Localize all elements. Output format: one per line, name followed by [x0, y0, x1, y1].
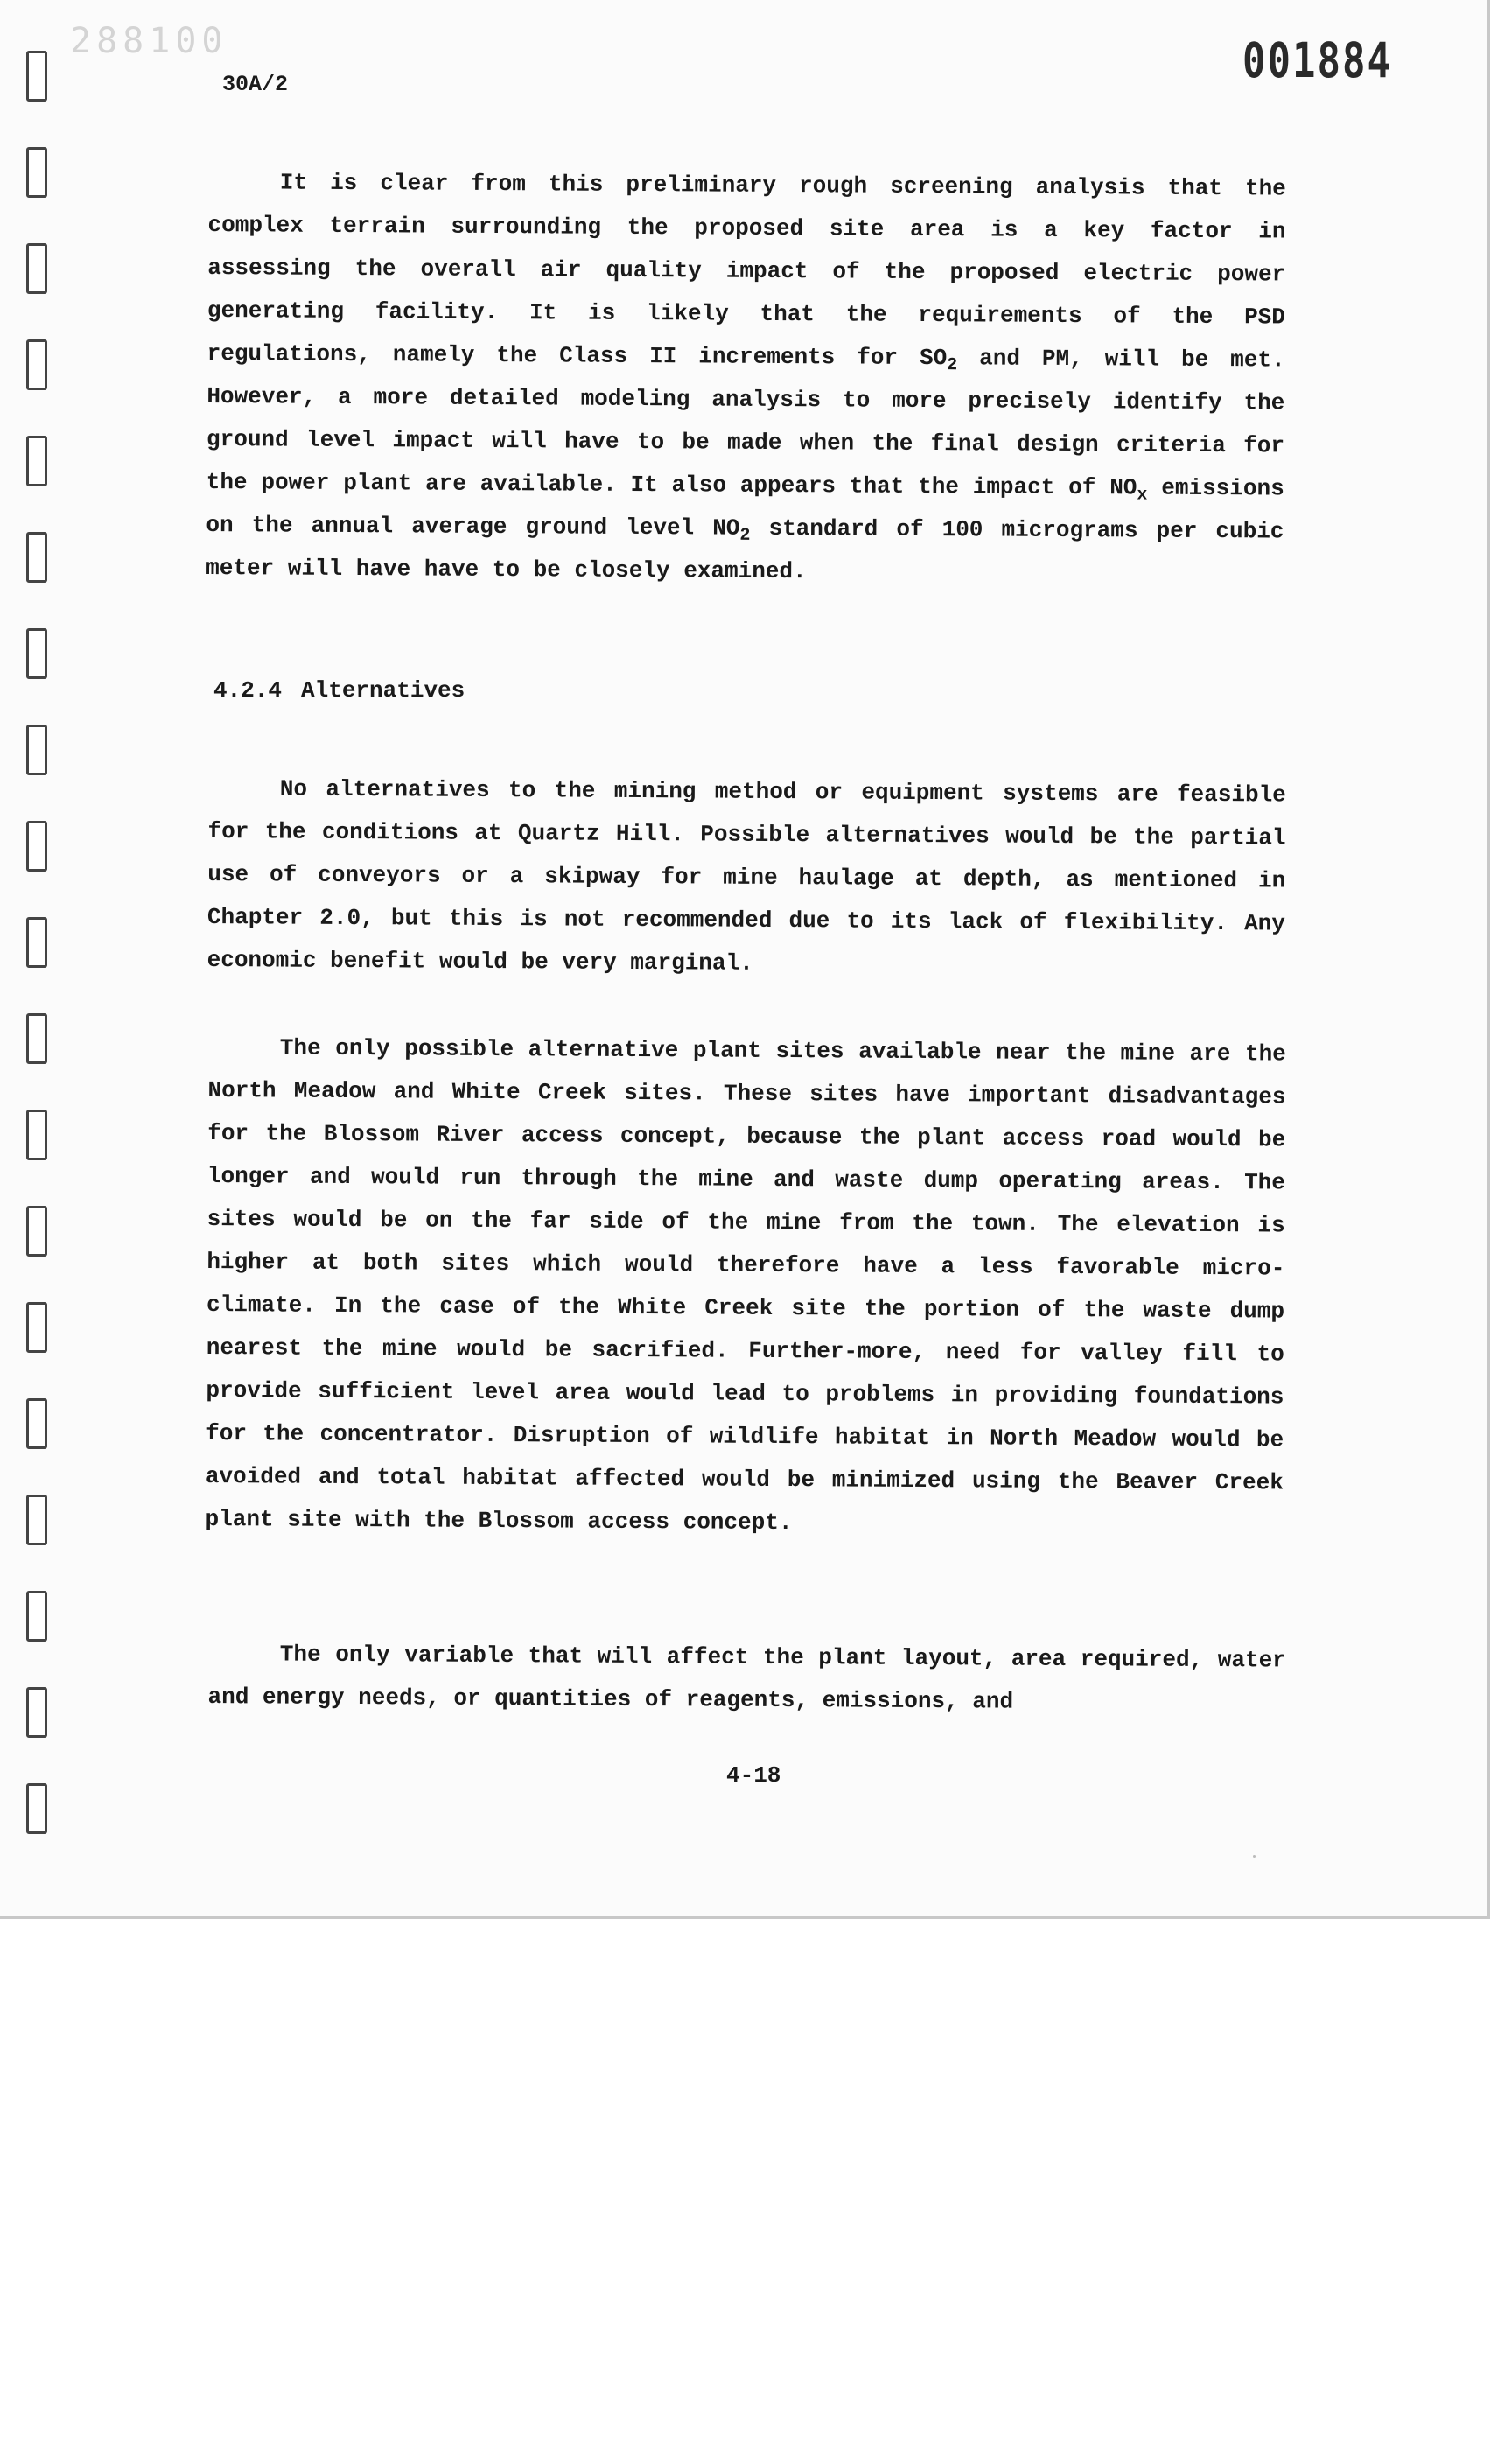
- page-number: 4-18: [726, 1762, 781, 1788]
- section-heading: [214, 677, 465, 704]
- binder-hole: [26, 1687, 47, 1738]
- section-number: 4.2.4: [214, 677, 283, 704]
- binder-hole: [26, 628, 47, 679]
- paragraph-text: standard of 100 micrograms per cubic meter will have have to be closely examined.: [206, 514, 1284, 585]
- section-title: Alternatives: [301, 677, 466, 704]
- binder-hole: [26, 724, 47, 775]
- binder-hole: [26, 1302, 47, 1353]
- paragraph-text: It is clear from this preliminary rough screening analysis that the complex terrain surrounding the proposed site area is a key factor in assessing the overall air quality impact of the proposed electric power generating facility. It is likely that the requirements of the PSD regulations, namely the Class II increments for SO: [206, 169, 1286, 372]
- paragraph-plant-sites: The only possible alternative plant sites available near the mine are the North Meadow and White Creek sites. These sites have important disadvantages for the Blossom River access concept, because the plant access road would be longer and would run through the mine and waste dump operating areas. The sites would be on the far side of the mine from the town. The elevation is higher at both sites which would therefore have a less favorable micro-climate. In the case of the White Creek site the portion of the waste dump nearest the mine would be sacrified. Further-more, need for valley fill to provide sufficient level area would lead to problems in providing foundations for the concentrator. Disruption of wildlife habitat in North Meadow would be avoided and total habitat affected would be minimized using the Beaver Creek plant site with the Blossom access concept.: [205, 1034, 1286, 1536]
- subscript: 2: [947, 355, 958, 376]
- binder-hole: [26, 1494, 47, 1545]
- binder-hole: [26, 1591, 47, 1642]
- binder-hole: [26, 1013, 47, 1064]
- binder-hole: [26, 1206, 47, 1256]
- binder-hole: [26, 243, 47, 294]
- binder-hole: [26, 1110, 47, 1160]
- binder-hole: [26, 51, 47, 102]
- binder-hole: [26, 821, 47, 872]
- paragraph-mining-alternatives: No alternatives to the mining method or equipment systems are feasible for the conditions at Quartz Hill. Possible alternatives would be the partial use of conveyors or a skipway for mine haulage at depth, as mentioned in Chapter 2.0, but this is not recommended due to its lack of flexibility. Any economic benefit would be very marginal.: [206, 775, 1286, 976]
- document-stamp-number: 001884: [1242, 33, 1392, 89]
- paragraph-air-quality: [206, 161, 1286, 597]
- binder-hole: [26, 917, 47, 968]
- paragraph-text: and PM, will be met. However, a more detailed modeling analysis to more precisely identify the ground level impact will have to be made when the final design criteria for the power plant are available. It also appears that the impact of NO: [206, 345, 1285, 501]
- binder-hole: [26, 340, 47, 390]
- scan-speck: [1253, 1855, 1256, 1858]
- binder-hole: [26, 1398, 47, 1449]
- paragraph-text: emissions on the annual average ground level NO: [206, 474, 1284, 542]
- reference-code: 30A/2: [222, 72, 289, 97]
- binder-hole: [26, 147, 47, 198]
- paragraph-plant-layout: The only variable that will affect the plant layout, area required, water and energy needs, or quantities of reagents, emissions, and: [207, 1641, 1286, 1715]
- subscript: 2: [739, 525, 751, 546]
- faded-document-number: 288100: [70, 21, 228, 61]
- binder-hole: [26, 436, 47, 486]
- binder-hole: [26, 1783, 47, 1834]
- binder-hole: [26, 532, 47, 583]
- subscript: x: [1137, 485, 1148, 506]
